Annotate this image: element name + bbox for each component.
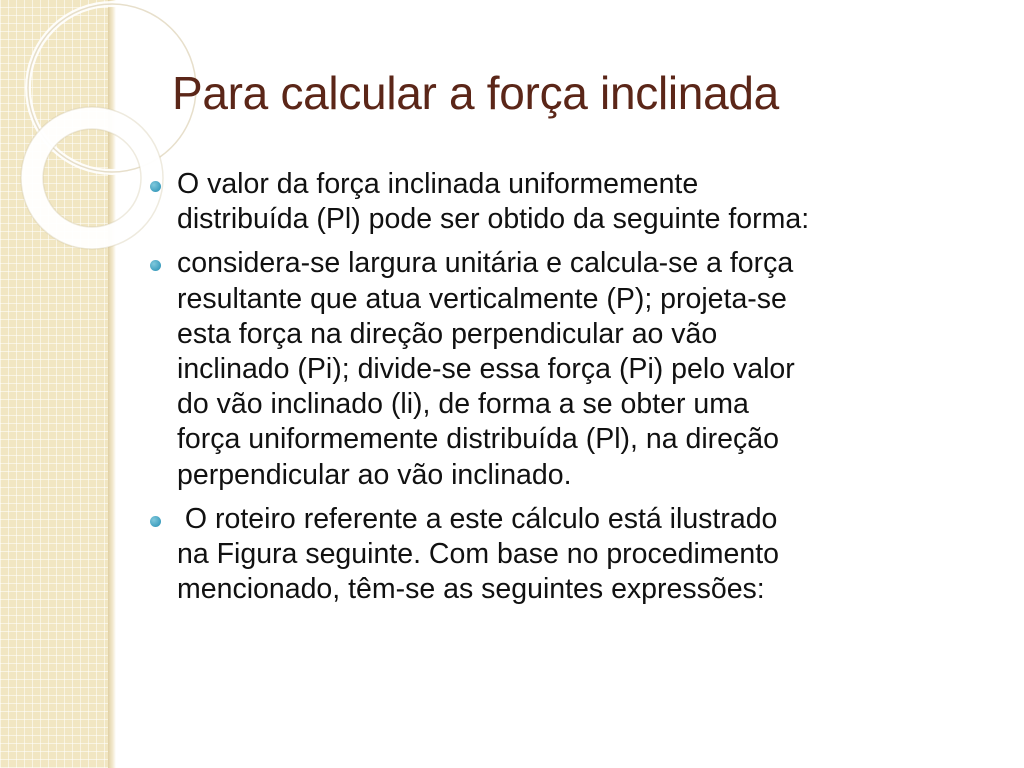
round-bullet-icon <box>150 181 161 192</box>
bullet-line: do vão inclinado (li), de forma a se obter uma <box>177 388 749 421</box>
round-bullet-icon <box>150 260 161 271</box>
bullet-line: esta força na direção perpendicular ao vão <box>177 317 718 350</box>
round-bullet-icon <box>150 516 161 527</box>
slide-title: Para calcular a força inclinada <box>172 67 779 119</box>
bullet-line: O valor da força inclinada uniformemente <box>177 168 699 200</box>
bullet-line: considera-se largura unitária e calcula-se a força <box>177 247 794 280</box>
bullet-line: inclinado (Pi); divide-se essa força (Pi) pelo valor <box>177 353 795 386</box>
bullet-line: O roteiro referente a este cálculo está ilustrado <box>177 502 778 535</box>
bullet-list <box>150 167 1000 616</box>
bullet-line: na Figura seguinte. Com base no procedimento <box>177 538 780 571</box>
bullet-item <box>150 167 1000 237</box>
bullet-line: distribuída (Pl) pode ser obtido da seguinte forma: <box>177 203 810 236</box>
bullet-line: força uniformemente distribuída (Pl), na direção <box>177 423 779 456</box>
bullet-line: resultante que atua verticalmente (P); projeta-se <box>177 282 787 315</box>
bullet-item <box>150 246 1000 492</box>
bullet-line: perpendicular ao vão inclinado. <box>177 458 572 491</box>
bullet-line: mencionado, têm-se as seguintes expressões: <box>177 573 765 606</box>
bullet-item <box>150 502 1000 608</box>
